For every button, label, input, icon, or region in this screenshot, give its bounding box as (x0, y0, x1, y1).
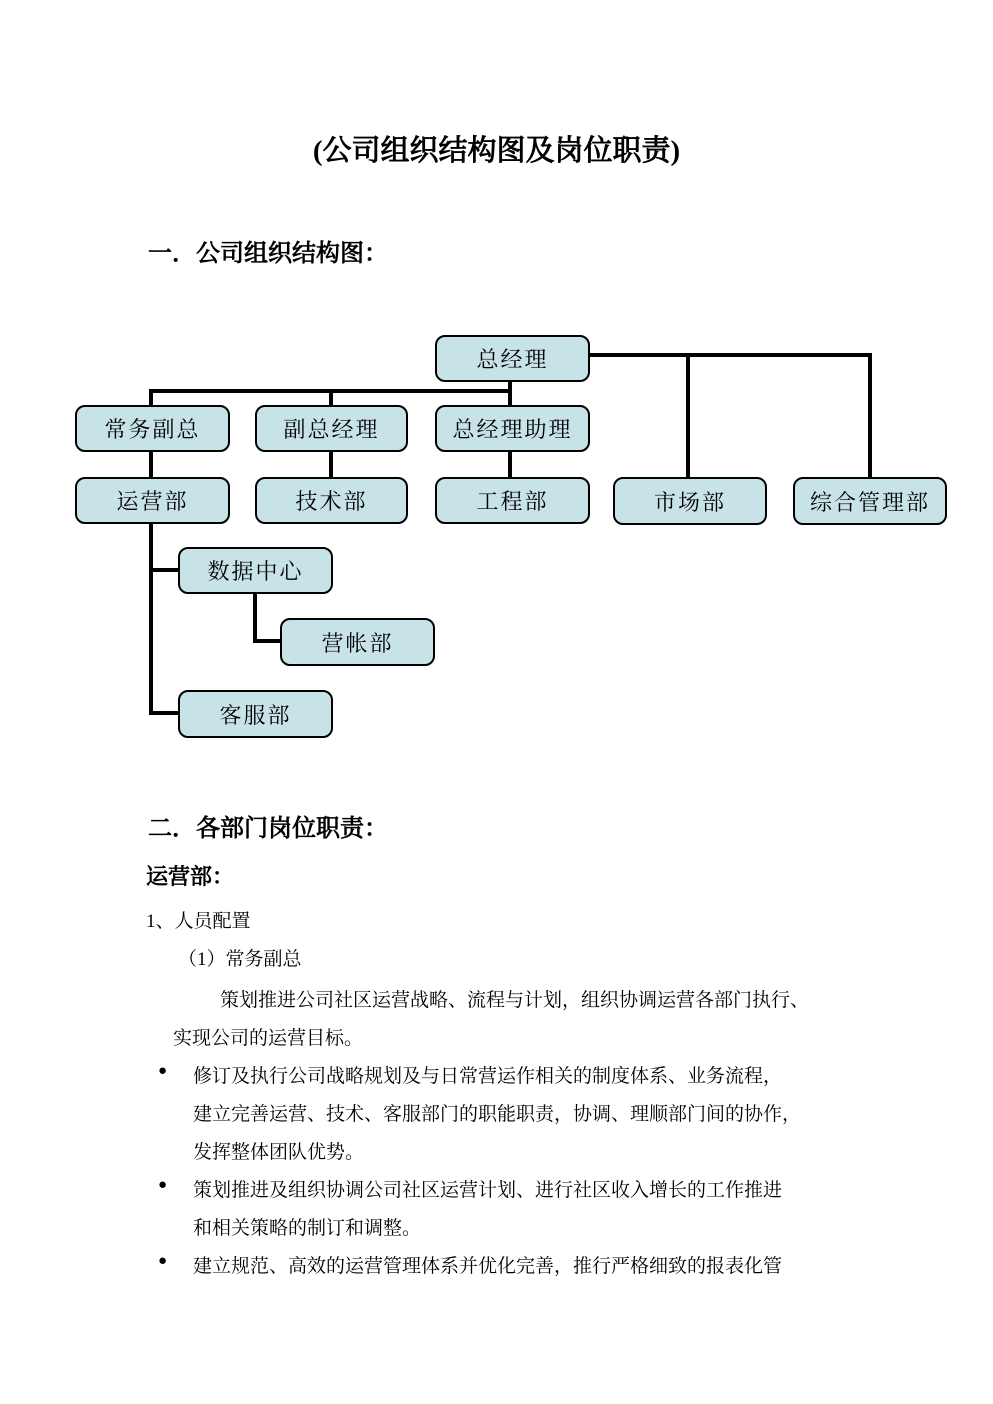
bullet-line: 和相关策略的制订和调整。 (193, 1218, 422, 1239)
connector-line (253, 594, 257, 643)
org-node-engineering-dept: 工程部 (435, 477, 590, 524)
bullet-icon: ● (158, 1253, 168, 1269)
connector-line (590, 353, 872, 357)
document-title: (公司组织结构图及岗位职责) (312, 135, 681, 167)
bullet-line: 建立完善运营、技术、客服部门的职能职责，协调、理顺部门间的协作， (193, 1104, 802, 1125)
bullet-line: 发挥整体团队优势。 (193, 1142, 365, 1163)
connector-line (329, 452, 333, 477)
connector-line (149, 452, 153, 477)
connector-line (149, 711, 178, 715)
org-node-gm-assistant: 总经理助理 (435, 405, 590, 452)
bullet-line: 策划推进及组织协调公司社区运营计划、进行社区收入增长的工作推进 (193, 1180, 783, 1201)
connector-line (868, 353, 872, 477)
bullet-line: 修订及执行公司战略规划及与日常营运作相关的制度体系、业务流程， (193, 1066, 783, 1087)
bullet-line: 建立规范、高效的运营管理体系并优化完善，推行严格细致的报表化管 (193, 1256, 783, 1277)
org-node-general-admin-dept: 综合管理部 (793, 477, 947, 525)
org-node-customer-service-dept: 客服部 (178, 690, 333, 738)
connector-line (149, 524, 153, 715)
connector-line (508, 452, 512, 477)
org-node-billing-dept: 营帐部 (280, 618, 435, 666)
section-2-heading: 二．各部门岗位职责： (148, 816, 388, 842)
org-node-marketing-dept: 市场部 (613, 477, 767, 525)
org-node-operations-dept: 运营部 (75, 477, 230, 524)
connector-line (329, 389, 333, 405)
org-node-executive-vice-gm: 常务副总 (75, 405, 230, 452)
org-node-deputy-gm: 副总经理 (255, 405, 408, 452)
connector-line (253, 639, 280, 643)
paragraph-line: 实现公司的运营目标。 (173, 1028, 364, 1049)
section-1-heading: 一．公司组织结构图： (148, 241, 388, 267)
org-node-technology-dept: 技术部 (255, 477, 408, 524)
connector-line (508, 382, 512, 405)
connector-line (149, 568, 178, 572)
paragraph-line: 策划推进公司社区运营战略、流程与计划，组织协调运营各部门执行、 (220, 990, 810, 1011)
bullet-icon: ● (158, 1063, 168, 1079)
connector-line (149, 389, 153, 405)
list-item-staffing: 1、人员配置 (146, 911, 251, 932)
list-subitem-evp: （1）常务副总 (178, 949, 302, 970)
dept-heading: 运营部： (146, 864, 235, 889)
org-node-general-manager: 总经理 (435, 335, 590, 382)
connector-line (686, 353, 690, 477)
org-node-data-center: 数据中心 (178, 547, 333, 594)
bullet-icon: ● (158, 1177, 168, 1193)
